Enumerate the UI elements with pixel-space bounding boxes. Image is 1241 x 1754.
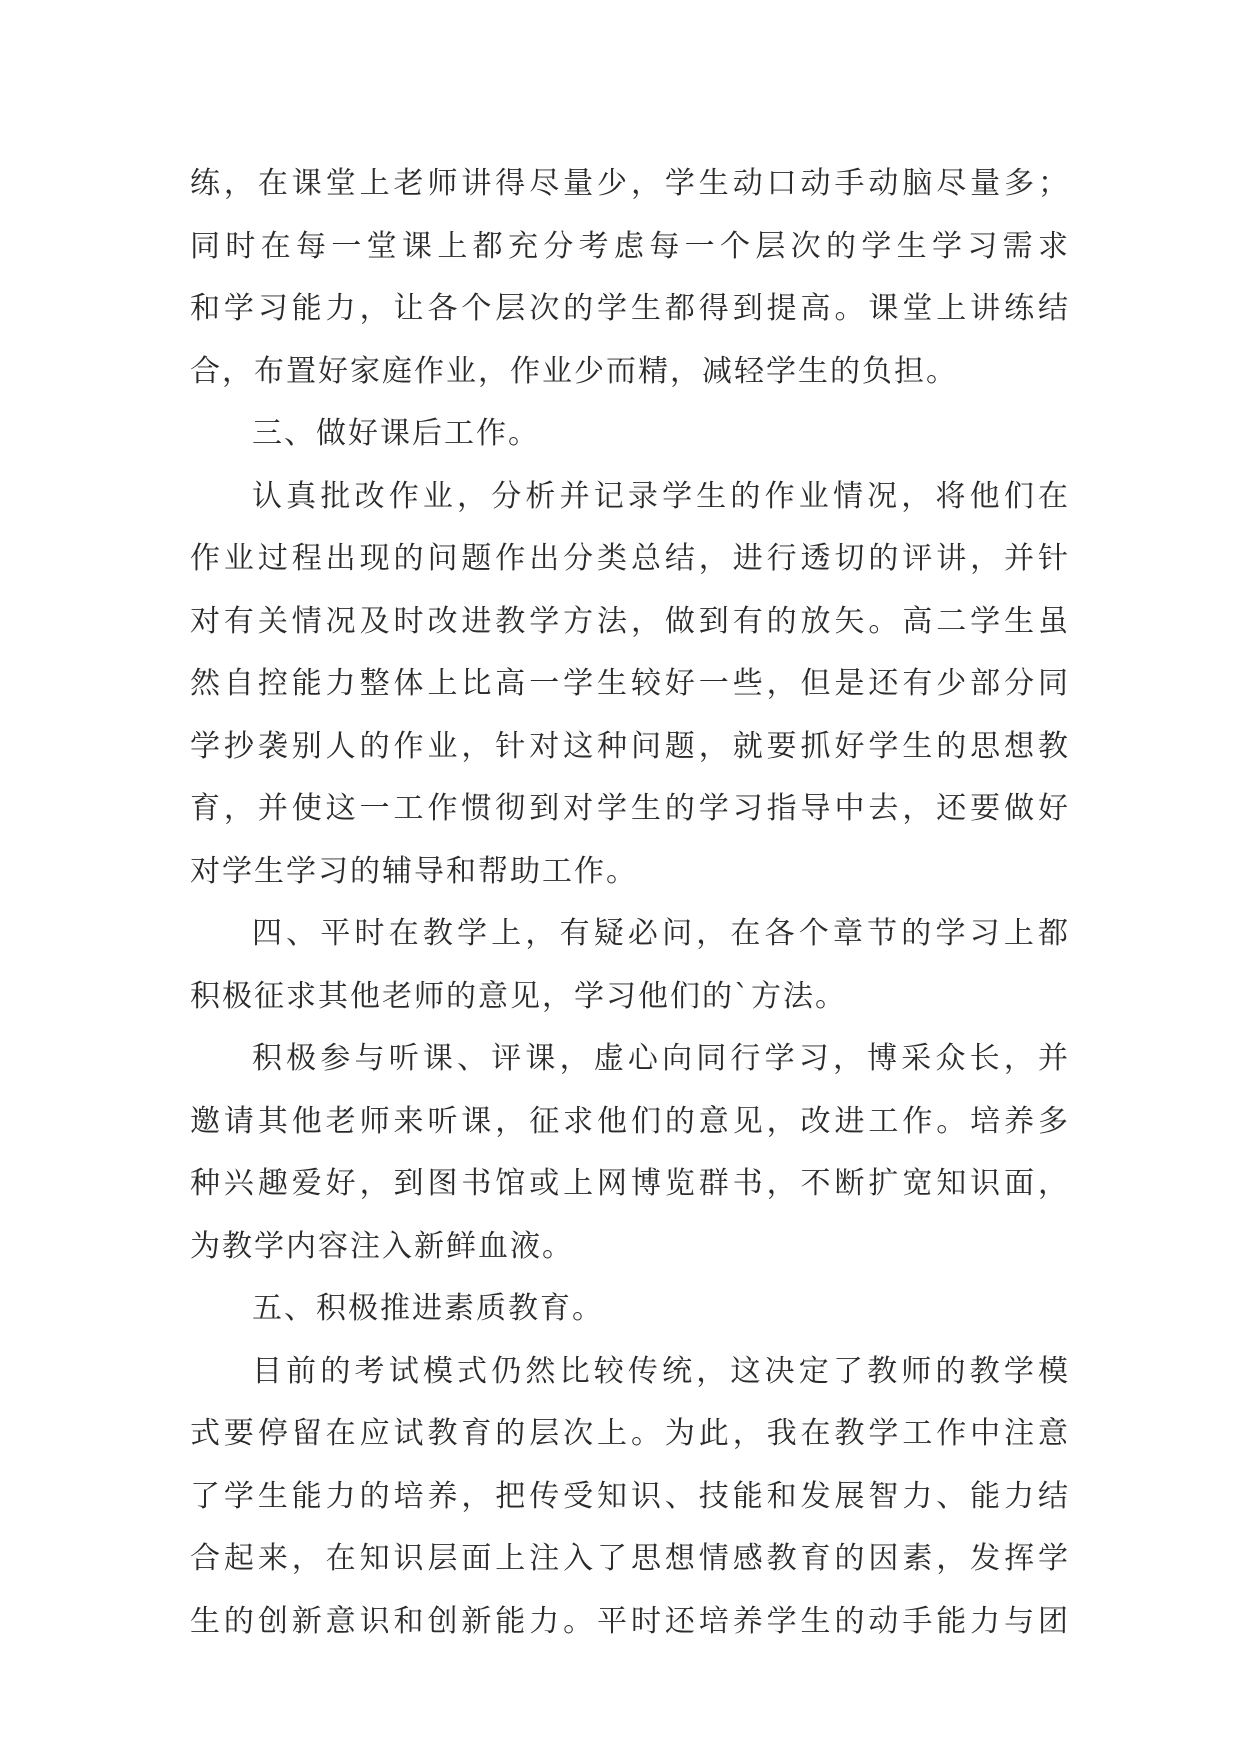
text-line: 作业过程出现的问题作出分类总结，进行透切的评讲，并针 <box>190 541 1070 576</box>
text-line: 生的创新意识和创新能力。平时还培养学生的动手能力与团 <box>190 1603 1070 1639</box>
text-line: 和学习能力，让各个层次的学生都得到提高。课堂上讲练结 <box>190 291 1070 326</box>
document-body <box>190 153 1070 1653</box>
text-line: 认真批改作业，分析并记录学生的作业情况，将他们在 <box>252 478 1070 514</box>
text-line: 然自控能力整体上比高一学生较好一些，但是还有少部分同 <box>190 666 1070 701</box>
text-line: 为教学内容注入新鲜血液。 <box>190 1228 574 1264</box>
text-line: 了学生能力的培养，把传受知识、技能和发展智力、能力结 <box>190 1478 1070 1514</box>
text-line: 对学生学习的辅导和帮助工作。 <box>190 853 638 889</box>
section-heading: 三、做好课后工作。 <box>252 416 540 451</box>
section-heading: 五、积极推进素质教育。 <box>252 1291 604 1326</box>
text-line: 合，布置好家庭作业，作业少而精，减轻学生的负担。 <box>190 353 958 389</box>
text-line: 合起来，在知识层面上注入了思想情感教育的因素，发挥学 <box>190 1541 1070 1576</box>
text-line: 练，在课堂上老师讲得尽量少，学生动口动手动脑尽量多； <box>190 166 1070 201</box>
text-line: 同时在每一堂课上都充分考虑每一个层次的学生学习需求 <box>190 228 1070 264</box>
text-line: 种兴趣爱好，到图书馆或上网博览群书，不断扩宽知识面， <box>190 1166 1070 1201</box>
text-line: 式要停留在应试教育的层次上。为此，我在教学工作中注意 <box>190 1416 1070 1451</box>
text-line: 积极参与听课、评课，虚心向同行学习，博采众长，并 <box>252 1041 1070 1076</box>
text-line: 育，并使这一工作惯彻到对学生的学习指导中去，还要做好 <box>190 791 1070 826</box>
text-line: 目前的考试模式仍然比较传统，这决定了教师的教学模 <box>252 1353 1070 1389</box>
text-line: 积极征求其他老师的意见，学习他们的`方法。 <box>190 978 847 1014</box>
text-line: 对有关情况及时改进教学方法，做到有的放矢。高二学生虽 <box>190 603 1070 639</box>
section-heading: 四、平时在教学上，有疑必问，在各个章节的学习上都 <box>252 916 1070 951</box>
text-line: 学抄袭别人的作业，针对这种问题，就要抓好学生的思想教 <box>190 728 1070 764</box>
text-line: 邀请其他老师来听课，征求他们的意见，改进工作。培养多 <box>190 1103 1070 1139</box>
